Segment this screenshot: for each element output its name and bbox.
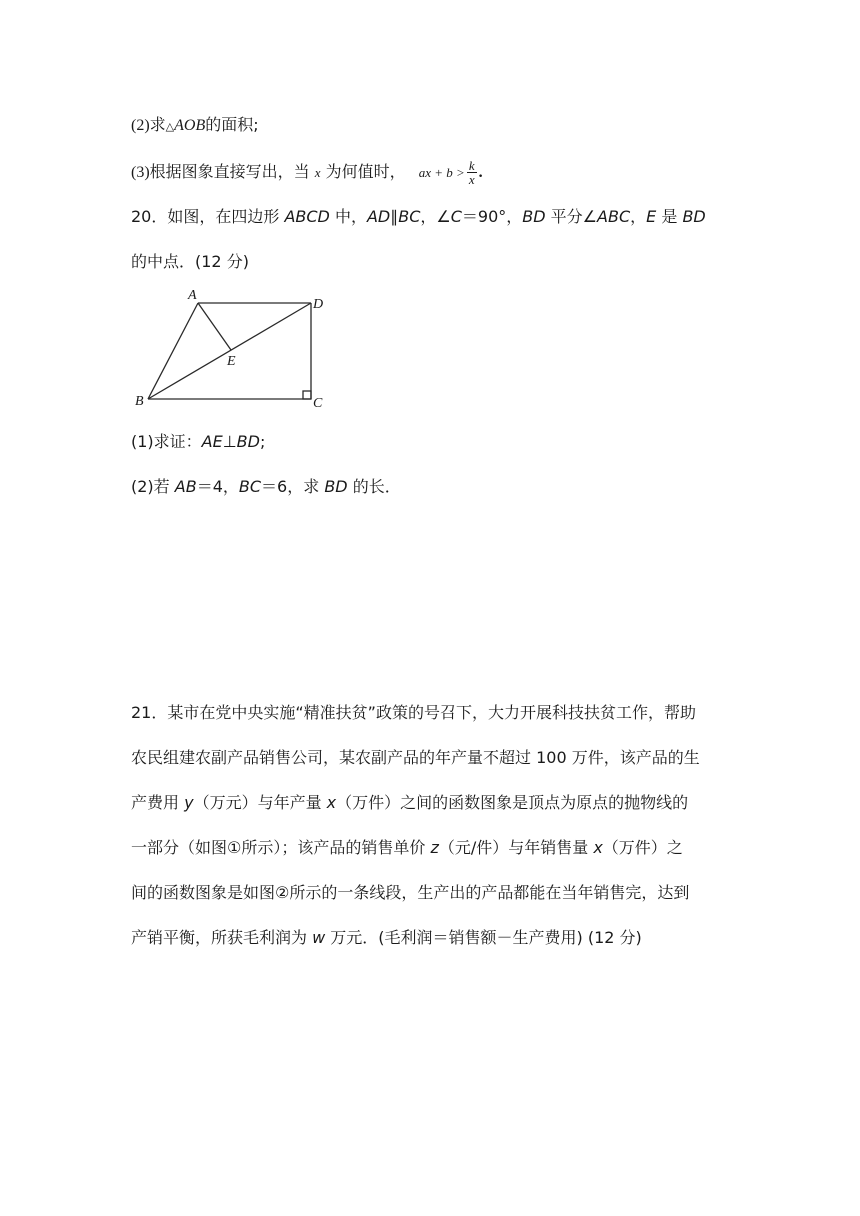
angle-abc: ABC bbox=[597, 207, 631, 226]
point-e: E bbox=[646, 207, 657, 226]
angle-c: C bbox=[450, 207, 462, 226]
label-b: B bbox=[135, 394, 144, 409]
q19-part3-num: (3) bbox=[131, 164, 150, 181]
fraction-denominator: x bbox=[468, 172, 475, 187]
q20-text: ＝4， bbox=[196, 477, 239, 496]
q20-part1-num: (1)求证： bbox=[131, 432, 202, 451]
q19-part3 bbox=[131, 154, 483, 191]
triangle-name: AOB bbox=[174, 117, 206, 134]
quadrilateral-name: ABCD bbox=[284, 207, 330, 226]
q19-part3-end: . bbox=[478, 164, 483, 181]
q20-text: ，∠ bbox=[420, 207, 451, 226]
segment-ae bbox=[198, 303, 231, 350]
q21-text: 产费用 bbox=[131, 793, 185, 812]
q21-text: （万元）与年产量 bbox=[193, 793, 327, 812]
q20-part2-num: (2)若 bbox=[131, 477, 175, 496]
q20-part2 bbox=[131, 477, 401, 497]
segment-ae: AE bbox=[201, 432, 223, 451]
q21-line4 bbox=[131, 838, 683, 858]
var-z: z bbox=[430, 838, 439, 857]
q21-line6 bbox=[131, 928, 642, 948]
q21-text: 万元．(毛利润＝销售额－生产费用) (12 分) bbox=[325, 928, 642, 947]
q20-text: 平分∠ bbox=[545, 207, 598, 226]
segment-bd: BD bbox=[236, 432, 260, 451]
q21-text: 一部分（如图①所示）；该产品的销售单价 bbox=[131, 838, 431, 857]
fraction-numerator: k bbox=[468, 158, 475, 173]
q20-text: 的长． bbox=[347, 477, 401, 496]
segment-bd: BD bbox=[324, 477, 348, 496]
q19-part3-text2: 为何值时， bbox=[325, 162, 406, 181]
var-x: x bbox=[593, 838, 603, 857]
q21-text: 产销平衡，所获毛利润为 bbox=[131, 928, 313, 947]
q20-text: 中， bbox=[329, 207, 367, 226]
q21-line3 bbox=[131, 793, 688, 813]
q21-text: （万件）之间的函数图象是顶点为原点的抛物线的 bbox=[336, 793, 689, 812]
q21-text: （万件）之 bbox=[602, 838, 683, 857]
q19-part3-var: x bbox=[314, 165, 321, 180]
segment-bc: BC bbox=[238, 477, 262, 496]
q20-part1 bbox=[131, 432, 265, 452]
q19-part2-num: (2) bbox=[131, 117, 150, 134]
q19-part2-post: 的面积; bbox=[205, 115, 259, 134]
triangle-symbol: △ bbox=[165, 121, 175, 133]
label-d: D bbox=[313, 297, 324, 312]
q20-text: 20．如图，在四边形 bbox=[131, 207, 285, 226]
perpendicular-symbol: ⊥ bbox=[222, 432, 237, 451]
q20-text: 是 bbox=[656, 207, 683, 226]
q20-text: ＝6，求 bbox=[261, 477, 325, 496]
q19-part2-pre: 求 bbox=[149, 115, 166, 134]
q20-line1 bbox=[131, 207, 706, 227]
segment-ab: AB bbox=[174, 477, 197, 496]
q20-text: ＝90°， bbox=[461, 207, 523, 226]
var-x: x bbox=[326, 793, 337, 812]
quadrilateral-figure bbox=[130, 286, 330, 412]
q20-line2: 的中点．(12 分) bbox=[131, 252, 249, 271]
var-y: y bbox=[184, 793, 194, 812]
q20-text: ; bbox=[259, 432, 266, 451]
segment-bd: BD bbox=[682, 207, 706, 226]
label-c: C bbox=[313, 396, 323, 411]
q21-text: （元/件）与年销售量 bbox=[438, 838, 594, 857]
q21-line2: 农民组建农副产品销售公司，某农副产品的年产量不超过 100 万件，该产品的生 bbox=[131, 748, 700, 767]
q19-part3-text: 根据图象直接写出，当 bbox=[149, 162, 310, 181]
label-a: A bbox=[188, 288, 197, 303]
label-e: E bbox=[227, 354, 236, 369]
q21-line5: 间的函数图象是如图②所示的一条线段，生产出的产品都能在当年销售完，达到 bbox=[131, 883, 690, 902]
q21-line1: 21．某市在党中央实施“精准扶贫”政策的号召下，大力开展科技扶贫工作，帮助 bbox=[131, 703, 696, 722]
var-w: w bbox=[312, 928, 326, 947]
q19-part2 bbox=[131, 115, 259, 137]
fraction-k-over-x bbox=[467, 159, 477, 186]
right-angle-mark bbox=[303, 391, 311, 399]
parallel-statement: AD∥BC bbox=[366, 207, 421, 226]
inequality-lhs: ax + b > bbox=[418, 165, 465, 180]
segment-bd: BD bbox=[522, 207, 546, 226]
q20-text: ， bbox=[630, 207, 647, 226]
